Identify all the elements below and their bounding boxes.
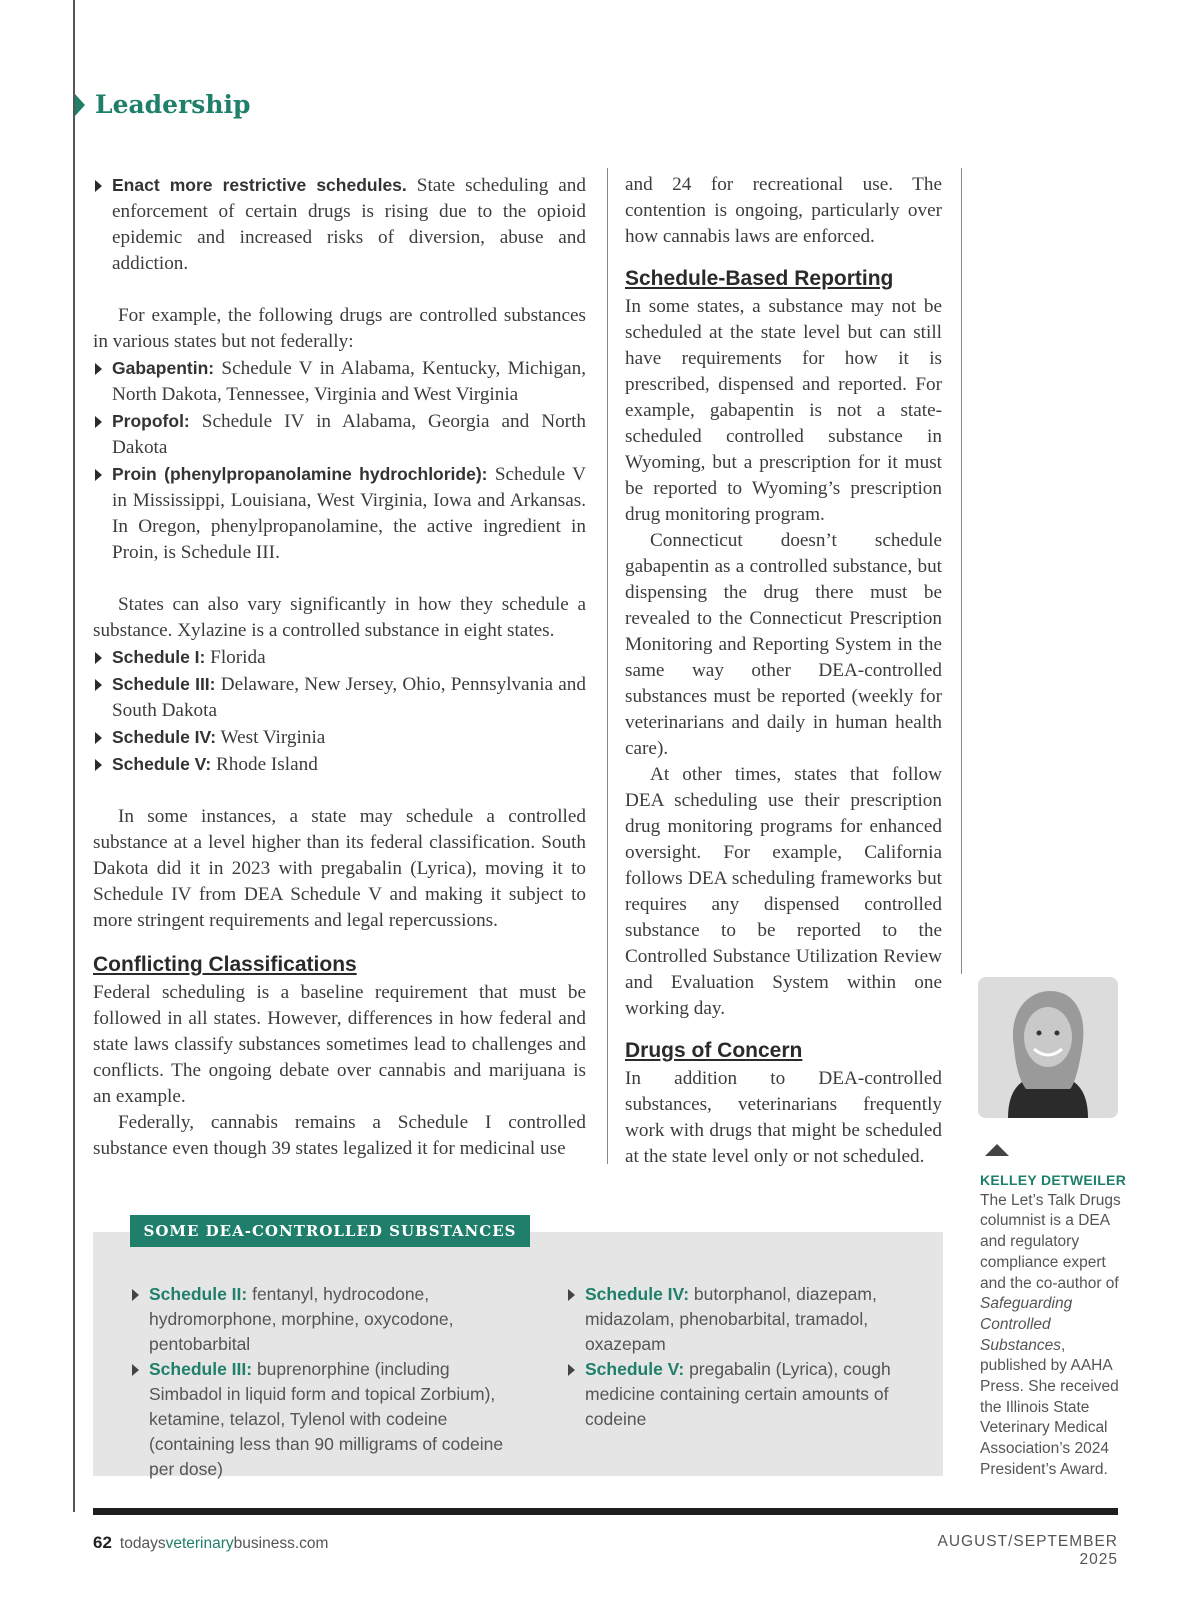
section-arrow-icon xyxy=(75,94,85,116)
sidebar-schedule-2: Schedule II: fentanyl, hydrocodone, hydromorphone, morphine, oxycodone, pentobarbital xyxy=(130,1282,520,1357)
bullet-label: Enact more restrictive schedules. xyxy=(112,175,407,195)
paragraph: In addition to DEA-controlled substances, veterinarians frequently work with drugs that might be scheduled at the state level only or not scheduled. xyxy=(625,1068,942,1167)
bullet-text: State scheduling and enforcement of certain drugs is rising due to the opioid epidemic and increased risks of diversion, abuse and addiction. xyxy=(112,175,586,274)
caption-pointer-icon xyxy=(985,1144,1009,1156)
paragraph: Federal scheduling is a baseline requirement that must be followed in all states. However, differences in how federal and state laws classify substances sometimes lead to challenges and conflicts. The ongoing debate over cannabis and marijuana is an example. xyxy=(93,982,586,1107)
paragraph: States can also vary significantly in how they schedule a substance. Xylazine is a controlled substance in eight states. xyxy=(93,594,586,641)
footer-rule xyxy=(93,1508,1118,1515)
subheading-schedule-based-reporting: Schedule-Based Reporting xyxy=(625,267,894,290)
paragraph: and 24 for recreational use. The contention is ongoing, particularly over how cannabis laws are enforced. xyxy=(625,174,942,247)
paragraph: Federally, cannabis remains a Schedule I controlled substance even though 39 states legalized it for medicinal use xyxy=(93,1112,586,1159)
left-margin-rule xyxy=(73,0,75,1512)
sidebar-column-1 xyxy=(130,1282,520,1482)
issue-date: AUGUST/SEPTEMBER 2025 xyxy=(937,1533,1118,1568)
paragraph: At other times, states that follow DEA scheduling use their prescription drug monitoring programs for enhanced oversight. For example, California follows DEA scheduling frameworks but requires any dispensed controlled substance to be reported to the Controlled Substance Utilization Review and Evaluation System within one working day. xyxy=(625,764,942,1019)
paragraph: In some states, a substance may not be scheduled at the state level but can still have requirements for how it is prescribed, dispensed and reported. For example, gabapentin is not a state-scheduled controlled substance in Wyoming, but a prescription for it must be reported to Wyoming’s prescription drug monitoring program. xyxy=(625,296,942,525)
sidebar-schedule-4: Schedule IV: butorphanol, diazepam, midazolam, phenobarbital, tramadol, oxazepam xyxy=(566,1282,896,1357)
author-portrait-icon xyxy=(978,977,1118,1118)
bullet-schedule-4: Schedule IV: West Virginia xyxy=(93,724,586,751)
subheading-drugs-of-concern: Drugs of Concern xyxy=(625,1039,803,1062)
sidebar-schedule-3: Schedule III: buprenorphine (including Simbadol in liquid form and topical Zorbium), ketamine, telazol, Tylenol with codeine (containing less than 90 milligrams of codeine per dose) xyxy=(130,1357,520,1482)
section-title: Leadership xyxy=(95,90,251,119)
article-column-1 xyxy=(93,172,586,1162)
bullet-propofol: Propofol: Schedule IV in Alabama, Georgia and North Dakota xyxy=(93,408,586,461)
author-bio: KELLEY DETWEILER The Let’s Talk Drugs columnist is a DEA and regulatory compliance expert and the co-author of Safeguarding Controlled Substances, published by AAHA Press. She received the Illinois State Veterinary Medical Association’s 2024 President’s Award. xyxy=(980,1170,1130,1481)
paragraph: For example, the following drugs are controlled substances in various states but not federally: xyxy=(93,305,586,352)
column-divider xyxy=(607,168,608,1164)
bullet-restrictive-schedules xyxy=(93,172,586,277)
book-title: Safeguarding Controlled Substances xyxy=(980,1295,1073,1354)
author-name: KELLEY DETWEILER xyxy=(980,1172,1127,1188)
site-name-part: veterinary xyxy=(165,1535,234,1552)
paragraph: Connecticut doesn’t schedule gabapentin as a controlled substance, but dispensing the drug there must be revealed to the Connecticut Prescription Monitoring and Reporting System in the same way other DEA-controlled substances must be reported (weekly for veterinarians and daily in human health care). xyxy=(625,530,942,759)
page-number: 62 xyxy=(93,1533,112,1552)
paragraph: In some instances, a state may schedule a controlled substance at a level higher than its federal classification. South Dakota did it in 2023 with pregabalin (Lyrica), moving it to Schedule IV from DEA Schedule V and making it subject to more stringent requirements and legal repercussions. xyxy=(93,806,586,931)
footer-left xyxy=(93,1533,328,1553)
bullet-gabapentin: Gabapentin: Schedule V in Alabama, Kentucky, Michigan, North Dakota, Tennessee, Virginia and West Virginia xyxy=(93,355,586,408)
site-name-part: business.com xyxy=(233,1535,329,1552)
bullet-proin: Proin (phenylpropanolamine hydrochloride): Schedule V in Mississippi, Louisiana, West Virginia, Iowa and Arkansas. In Oregon, phenylpropanolamine, the active ingredient in Proin, is Schedule III. xyxy=(93,461,586,566)
sidebar-title: SOME DEA-CONTROLLED SUBSTANCES xyxy=(130,1215,530,1247)
sidebar-schedule-5: Schedule V: pregabalin (Lyrica), cough medicine containing certain amounts of codeine xyxy=(566,1357,896,1432)
article-column-2 xyxy=(625,172,942,1170)
bullet-schedule-5: Schedule V: Rhode Island xyxy=(93,751,586,778)
site-name-part: todays xyxy=(119,1535,166,1552)
subheading-conflicting-classifications: Conflicting Classifications xyxy=(93,953,357,976)
bullet-schedule-1: Schedule I: Florida xyxy=(93,644,586,671)
sidebar-column-2 xyxy=(566,1282,896,1432)
bullet-schedule-3: Schedule III: Delaware, New Jersey, Ohio, Pennsylvania and South Dakota xyxy=(93,671,586,724)
author-photo xyxy=(978,977,1118,1118)
section-header xyxy=(75,90,250,119)
column-divider xyxy=(961,168,962,974)
